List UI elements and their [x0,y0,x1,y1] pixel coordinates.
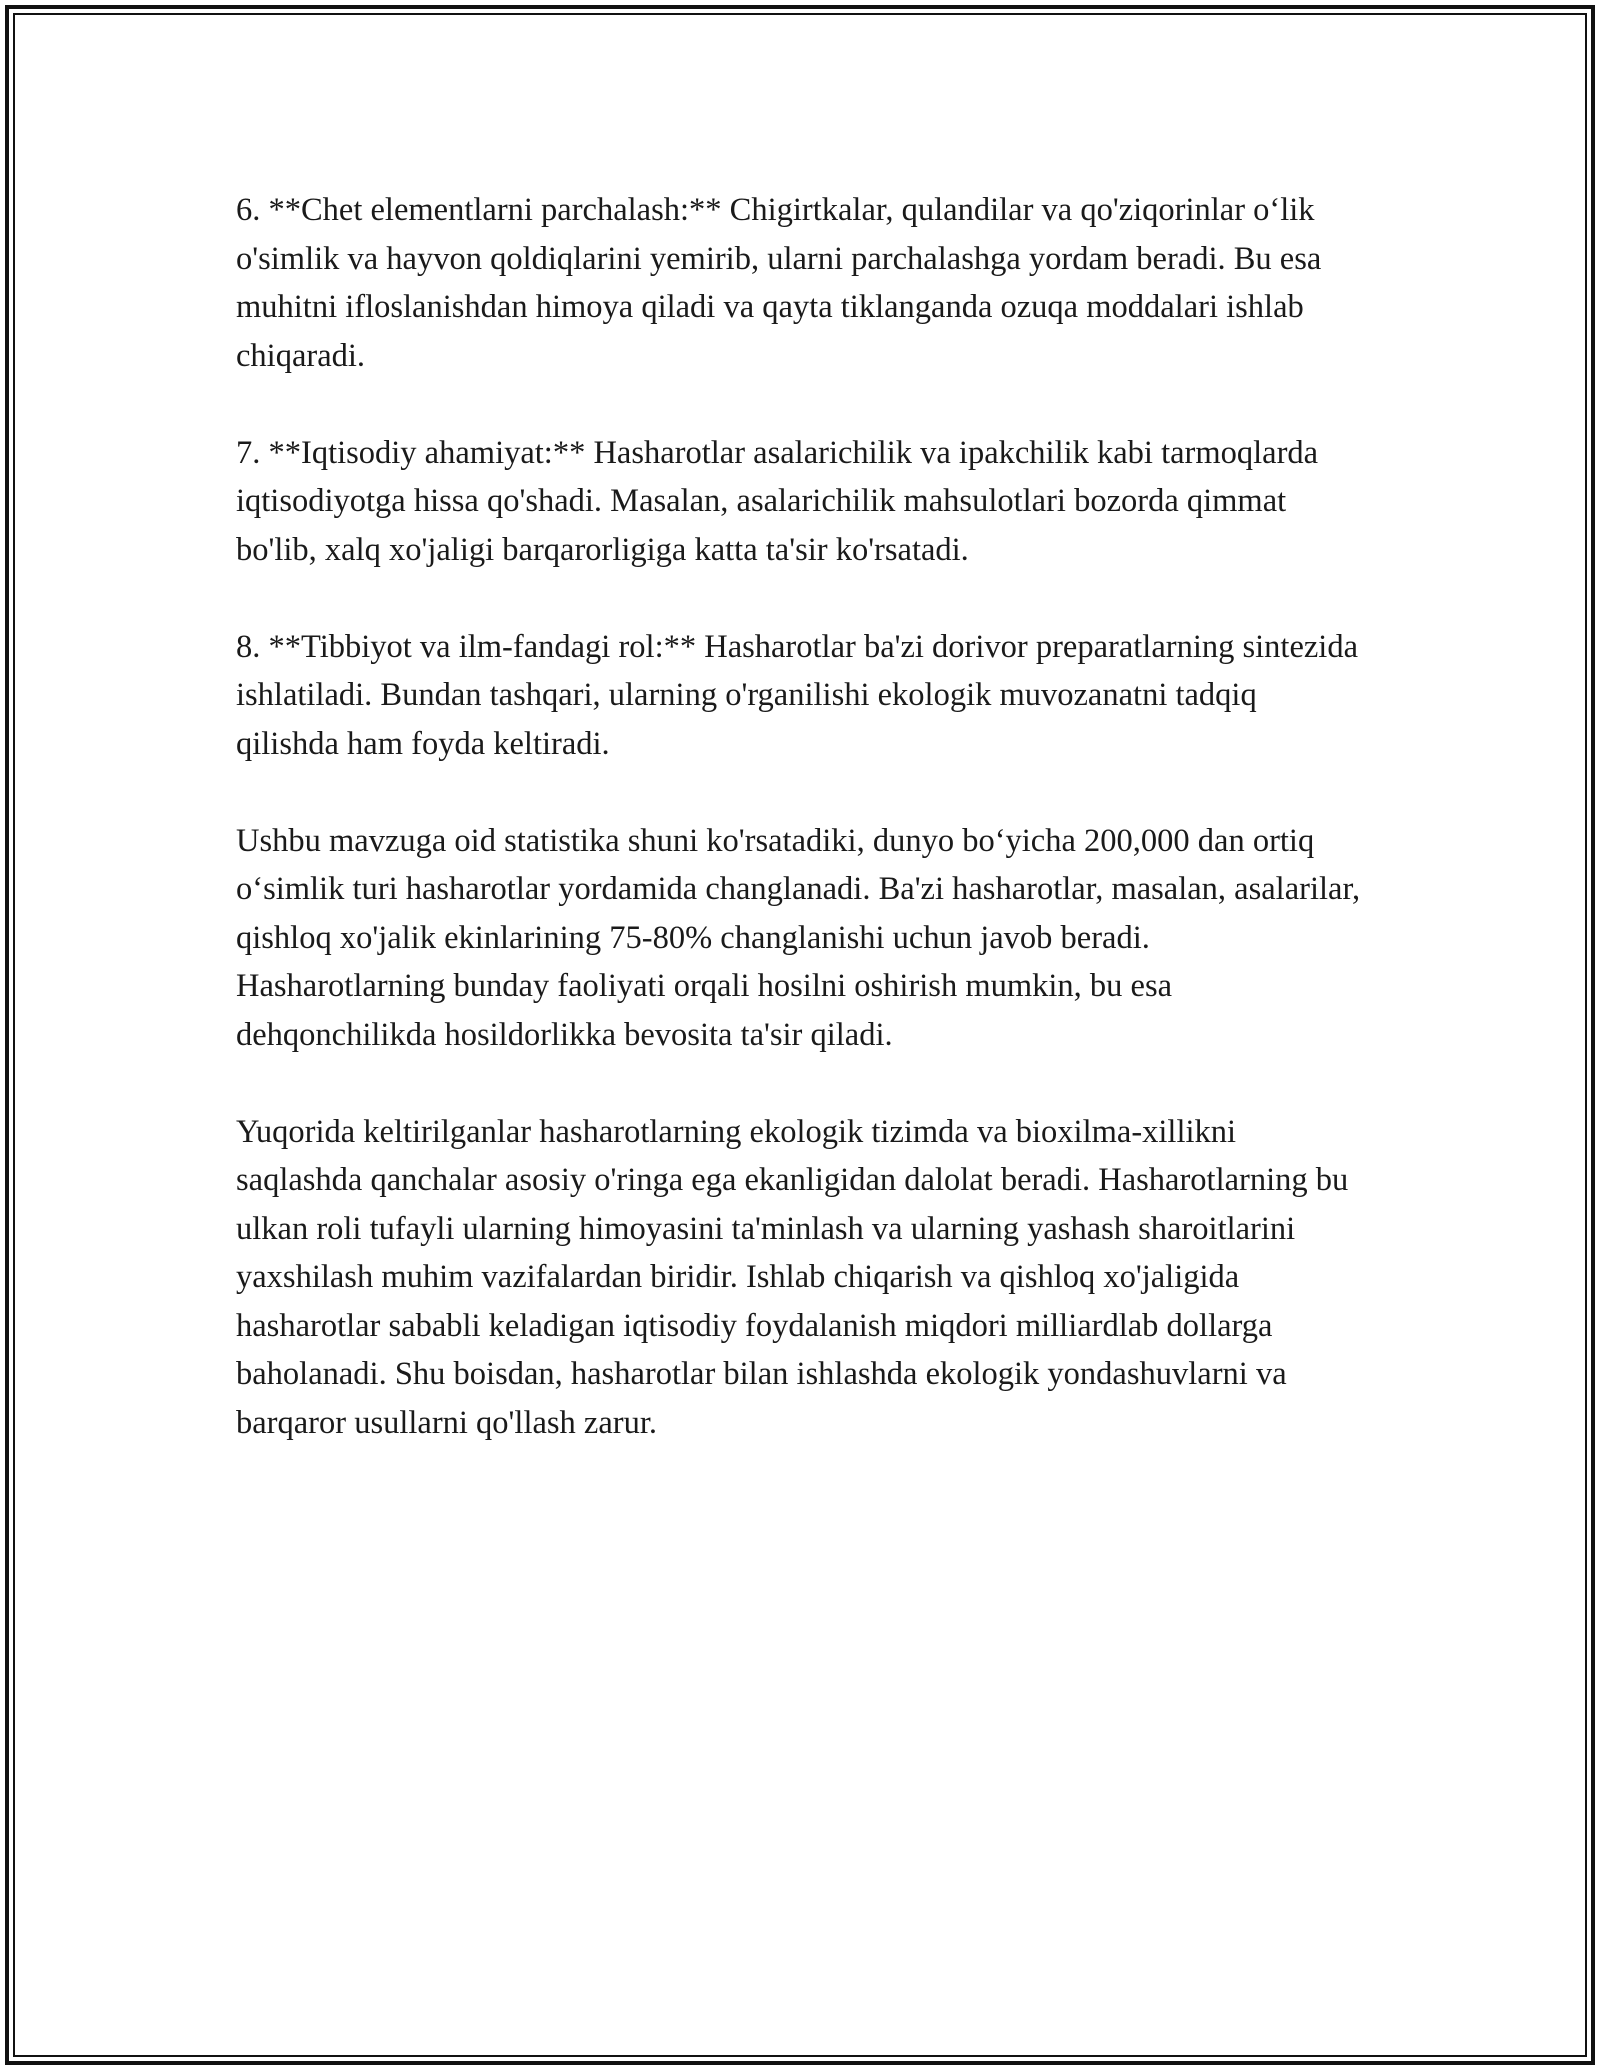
paragraph-conclusion: Yuqorida keltirilganlar hasharotlarning ekologik tizimda va bioxilma-xillikni saqlashda qanchalar asosiy o'ringa ega ekanligidan dalolat beradi. Hasharotlarning bu ulkan roli tufayli ularning himoyasini ta'minlash va ularning yashash sharoitlarini yaxshilash muhim vazifalardan biridir. Ishlab chiqarish va qishloq xo'jaligida hasharotlar sababli keladigan iqtisodiy foydalanish miqdori milliardlab dollarga baholanadi. Shu boisdan, hasharotlar bilan ishlashda ekologik yondashuvlarni va barqaror usullarni qo'llash zarur. [236,1113,1349,1441]
paragraph-decomposition: 6. **Chet elementlarni parchalash:** Chigirtkalar, qulandilar va qo'ziqorinlar o‘lik o'simlik va hayvon qoldiqlarini yemirib, ularni parchalashga yordam beradi. Bu esa muhitni ifloslanishdan himoya qiladi va qayta tiklanganda ozuqa moddalari ishlab chiqaradi. [236,192,1322,374]
paragraph-economic-importance: 7. **Iqtisodiy ahamiyat:** Hasharotlar asalarichilik va ipakchilik kabi tarmoqlarda iqtisodiyotga hissa qo'shadi. Masalan, asalarichilik mahsulotlari bozorda qimmat bo'lib, xalq xo'jaligi barqarorligiga katta ta'sir ko'rsatadi. [236,434,1319,568]
paragraph-statistics: Ushbu mavzuga oid statistika shuni ko'rsatadiki, dunyo bo‘yicha 200,000 dan ortiq o‘simlik turi hasharotlar yordamida changlanadi. Ba'zi hasharotlar, masalan, asalarilar, qishloq xo'jalik ekinlarining 75-80% changlanishi uchun javob beradi. Hasharotlarning bunday faoliyati orqali hosilni oshirish mumkin, bu esa dehqonchilikda hosildorlikka bevosita ta'sir qiladi. [236,822,1361,1053]
paragraph-medicine-science: 8. **Tibbiyot va ilm-fandagi rol:** Hasharotlar ba'zi dorivor preparatlarning sintezida ishlatiladi. Bundan tashqari, ularning o'rganilishi ekologik muvozanatni tadqiq qilishda ham foyda keltiradi. [236,628,1358,762]
document-body [236,186,1366,1496]
